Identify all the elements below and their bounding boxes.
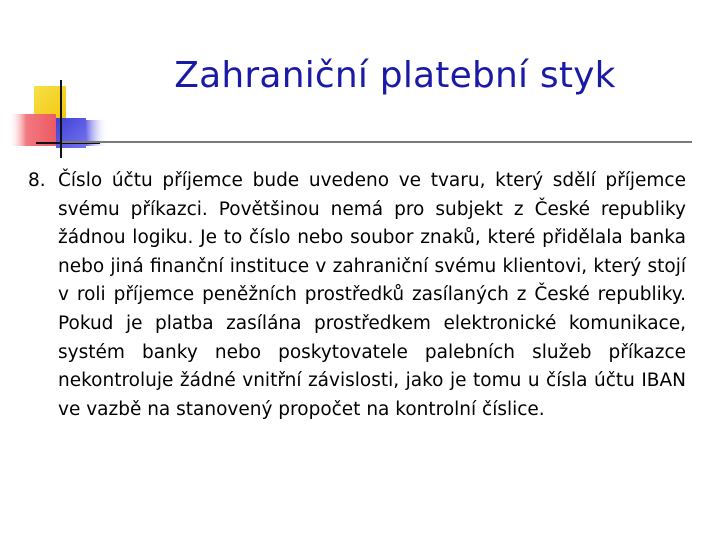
slide-body	[28, 167, 686, 424]
list-item-text: Číslo účtu příjemce bude uvedeno ve tvaru, který sdělí příjemce svému příkazci. Povětšinou nemá pro subjekt z České republiky žádnou logiku. Je to číslo nebo soubor znaků, které přidělala banka nebo jiná finanční instituce v zahraniční svému klientovi, který stojí v roli příjemce peněžních prostředků zasílaných z České republiky. Pokud je platba zasílána prostředkem elektronické komunikace, systém banky nebo poskytovatele palebních služeb příkazce nekontroluje žádné vnitřní závislosti, jako je tomu u čísla účtu IBAN ve vazbě na stanovený propočet na kontrolní číslice.	[58, 170, 686, 420]
title-rule	[62, 141, 692, 143]
decorative-squares-graphic	[0, 0, 130, 170]
list-item	[28, 167, 686, 424]
list-item-number: 8.	[28, 170, 46, 191]
slide-title: Zahraniční platební styk	[174, 55, 616, 96]
red-square	[10, 114, 56, 146]
